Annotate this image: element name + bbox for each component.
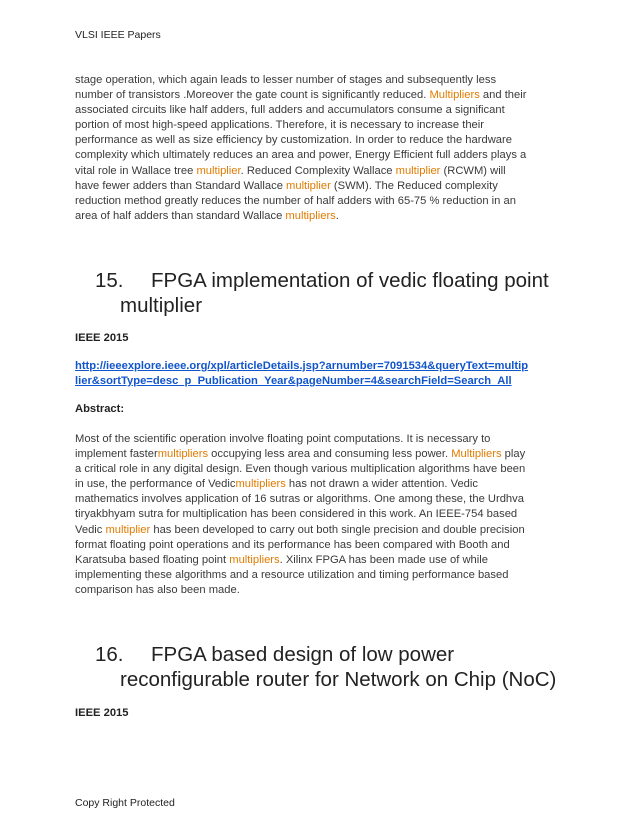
intro-line [75,133,526,148]
text-run: reduction method greatly reduces the number of half adders with 65-75 % reduction in an [75,194,516,207]
abstract-line [75,492,525,507]
section-16-title-line2: reconfigurable router for Network on Chip (NoC) [120,667,557,691]
section-15-link-line2[interactable]: lier&sortType=desc_p_Publication_Year&pageNumber=4&searchField=Search_All [75,375,512,388]
page-header: VLSI IEEE Papers [75,29,161,41]
abstract-line [75,553,525,568]
section-16-heading [75,643,556,692]
section-15-title-line1: FPGA implementation of vedic floating point [151,269,549,292]
section-16-year: IEEE 2015 [75,707,129,719]
highlighted-keyword: multiplier [286,179,331,192]
text-run: comparison has also been made. [75,583,240,596]
intro-line [75,148,526,163]
text-run: Karatsuba based floating point [75,553,230,566]
abstract-line [75,507,525,522]
intro-line [75,209,526,224]
intro-line [75,179,526,194]
text-run: implement faster [75,448,158,461]
section-16-number: 16. [95,643,124,666]
text-run: area of half adders than standard Wallace [75,209,286,222]
section-15-year: IEEE 2015 [75,332,129,344]
abstract-line [75,538,525,553]
text-run: . Xilinx FPGA has been made use of while [279,553,488,566]
text-run: tiryakbhyam sutra for multiplication has been considered in this work. An IEEE-754 based [75,508,518,521]
text-run: (RCWM) will [440,164,506,177]
page-footer: Copy Right Protected [75,797,175,809]
intro-line [75,164,526,179]
text-run: complexity which ultimately reduces an area and power, Energy Efficient full adders plays a [75,149,527,162]
text-run: in use, the performance of Vedic [75,478,236,491]
highlighted-keyword: multipliers [235,478,286,491]
intro-line [75,73,526,88]
highlighted-keyword: multipliers [157,448,209,461]
text-run: implementing these algorithms and a resource utilization and timing performance based [75,568,509,581]
intro-line [75,118,526,133]
section-15-heading [75,269,549,318]
text-run: a critical role in any digital design. Even though various multiplication algorithms have been [75,463,526,476]
section-15-title-line2: multiplier [120,293,203,317]
text-run: has been developed to carry out both single precision and double precision [150,523,525,536]
highlighted-keyword: multipliers [285,209,336,222]
intro-line [75,194,526,209]
text-run: Most of the scientific operation involve floating point computations. It is necessary to [75,433,491,445]
text-run: stage operation, which again leads to lesser number of stages and subsequently less [75,74,497,86]
text-run: Vedic [75,523,106,536]
text-run: vital role in Wallace tree [75,164,197,177]
text-run: mathematics involves application of 16 sutras or algorithms. One among these, the Urdhva [75,493,524,506]
abstract-line [75,447,525,462]
abstract-line [75,477,525,492]
highlighted-keyword: multiplier [105,523,151,536]
section-15-number: 15. [95,269,124,292]
text-run: portion of most high-speed applications. Therefore, it is necessary to increase their [75,119,484,132]
text-run: associated circuits like half adders, full adders and accumulators consume a significant [75,104,505,117]
section-16-title-line1: FPGA based design of low power [151,643,455,666]
highlighted-keyword: multiplier [395,164,441,177]
text-run: play [501,448,526,461]
highlighted-keyword: Multipliers [451,448,502,461]
text-run: have fewer adders than Standard Wallace [75,179,287,192]
abstract-line [75,462,525,477]
intro-line [75,88,526,103]
text-run: . [335,209,339,222]
intro-line [75,103,526,118]
text-run: occupying less area and consuming less power. [208,448,452,461]
intro-paragraph [75,73,526,224]
text-run: . Reduced Complexity Wallace [240,164,396,177]
text-run: has not drawn a wider attention. Vedic [285,478,478,491]
abstract-paragraph [75,432,525,598]
text-run: number of transistors .Moreover the gate count is significantly reduced. [75,89,430,102]
text-run: and their [479,89,527,102]
section-15-link[interactable] [75,359,528,389]
section-15-link-line1[interactable]: http://ieeexplore.ieee.org/xpl/articleDetails.jsp?arnumber=7091534&queryText=multip [75,360,529,372]
highlighted-keyword: multiplier [196,164,241,177]
text-run: format floating point operations and its performance has been compared with Booth and [75,538,510,551]
abstract-line [75,523,525,538]
highlighted-keyword: multipliers [229,553,280,566]
abstract-label: Abstract: [75,403,125,415]
abstract-line [75,583,525,598]
text-run: performance as well as size efficiency by customization. In order to reduce the hardware [75,134,512,147]
text-run: (SWM). The Reduced complexity [330,179,498,192]
highlighted-keyword: Multipliers [429,89,480,102]
abstract-line [75,432,525,447]
abstract-line [75,568,525,583]
